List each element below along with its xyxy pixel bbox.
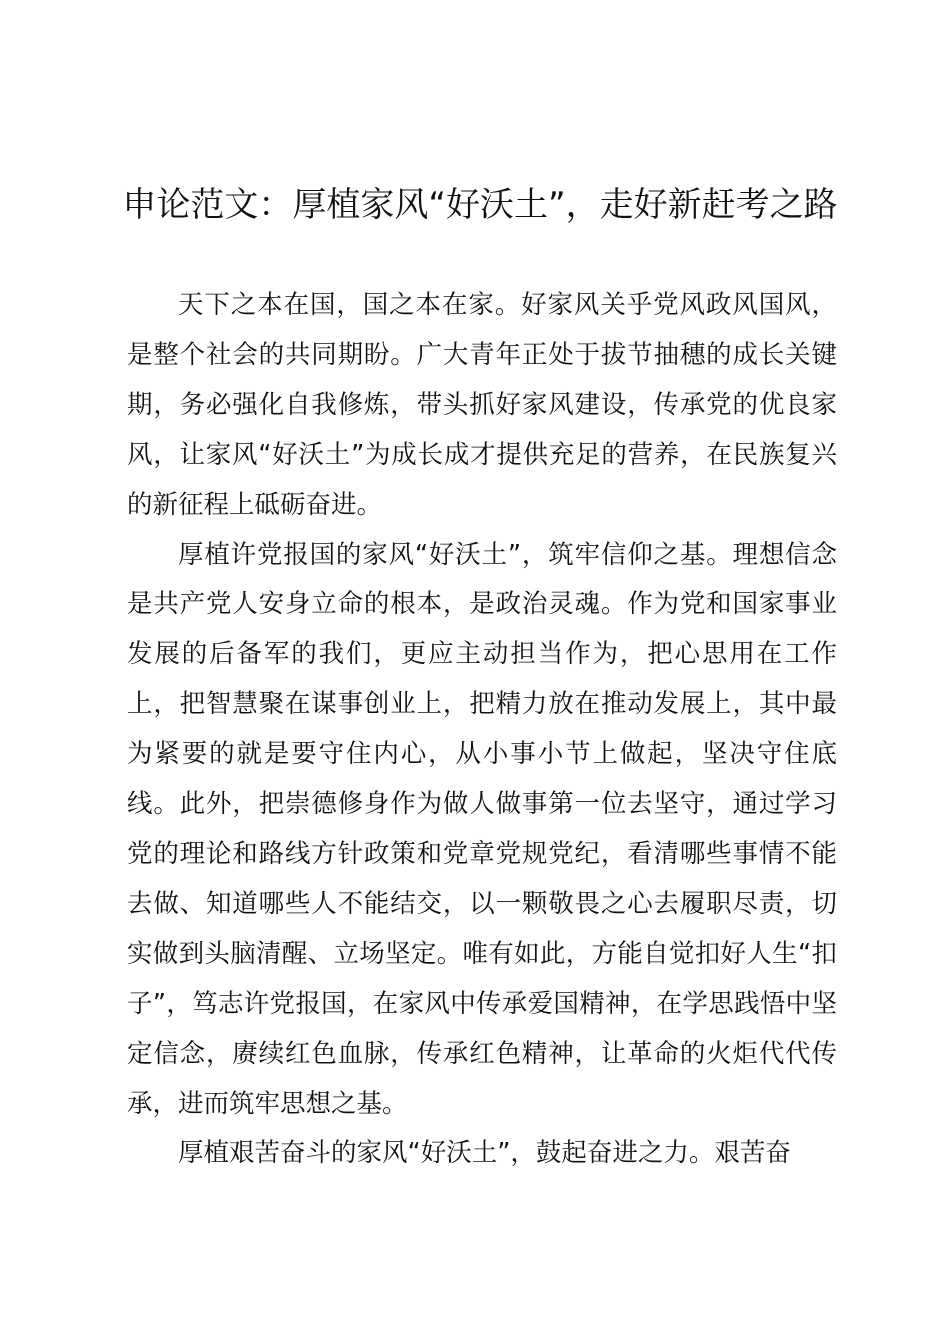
paragraph-intro: 天下之本在国，国之本在家。好家风关乎党风政风国风，是整个社会的共同期盼。广大青年正处于拔节抽穗的成长关键期，务必强化自我修炼，带头抓好家风建设，传承党的优良家风，让家风“好沃土”为成长成才提供充足的营养，在民族复兴的新征程上砥砺奋进。 xyxy=(127,290,837,520)
document-body xyxy=(127,281,837,1179)
paragraph-struggle: 厚植艰苦奋斗的家风“好沃土”，鼓起奋进之力。艰苦奋 xyxy=(178,1138,791,1169)
paragraph-faith: 厚植许党报国的家风“好沃土”，筑牢信仰之基。理想信念是共产党人安身立命的根本，是政治灵魂。作为党和国家事业发展的后备军的我们，更应主动担当作为，把心思用在工作上，把智慧聚在谋事创业上，把精力放在推动发展上，其中最为紧要的就是要守住内心，从小事小节上做起，坚决守住底线。此外，把崇德修身作为做人做事第一位去坚守，通过学习党的理论和路线方针政策和党章党规党纪，看清哪些事情不能去做、知道哪些人不能结交，以一颗敬畏之心去履职尽责，切实做到头脑清醒、立场坚定。唯有如此，方能自觉扣好人生“扣子”，笃志许党报国，在家风中传承爱国精神，在学思践悟中坚定信念，赓续红色血脉，传承红色精神，让革命的火炬代代传承，进而筑牢思想之基。 xyxy=(127,539,837,1119)
document-title: 申论范文：厚植家风“好沃土”，走好新赶考之路 xyxy=(122,185,838,225)
